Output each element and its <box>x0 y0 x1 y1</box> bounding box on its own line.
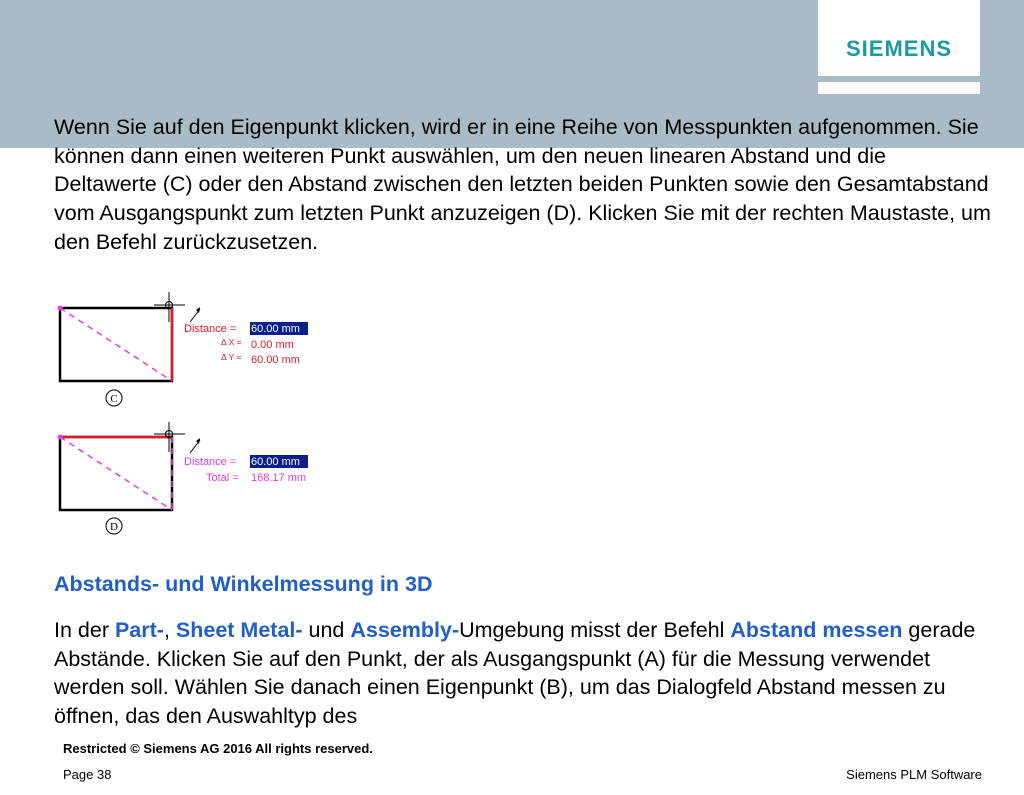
total-value-d: 168.17 mm <box>251 472 307 484</box>
siemens-logo <box>818 0 980 76</box>
section-heading: Abstands- und Winkelmessung in 3D <box>54 572 433 596</box>
figure-d <box>58 422 309 534</box>
page-number: Page 38 <box>63 767 112 782</box>
term-part: Part- <box>114 618 164 642</box>
company-name: Siemens PLM Software <box>846 767 982 782</box>
callout-d: D <box>110 521 118 533</box>
logo-text: SIEMENS <box>845 36 953 61</box>
dashed-diagonal-d <box>60 437 172 510</box>
dx-value-c: 0.00 mm <box>251 339 294 351</box>
body-paragraph <box>54 616 994 731</box>
distance-label-d: Distance = <box>184 456 237 468</box>
para-text-4: Umgebung misst der Befehl <box>459 618 731 642</box>
intro-paragraph: Wenn Sie auf den Eigenpunkt klicken, wird er in eine Reihe von Messpunkten aufgenommen. Sie können dann einen weiteren Punkt auswählen, um den neuen linearen Abstand und die Deltawerte (C) oder den Abstand zwischen den letzten beiden Punkten sowie den Gesamtabstand vom Ausgangspunkt zum letzten Punkt anzuzeigen (D). Klicken Sie mit der rechten Maustaste, um den Befehl zurückzusetzen. <box>54 115 991 254</box>
para-text-3: und <box>302 618 351 642</box>
dy-value-c: 60.00 mm <box>251 354 300 366</box>
figure-c <box>58 292 309 406</box>
dx-label-c: Δ X = <box>221 337 242 347</box>
term-assembly: Assembly- <box>350 618 460 642</box>
para-text-5: gerade Abstände. Klicken Sie auf den Punkt, der als Ausgangspunkt (A) für die Messung verwendet werden soll. Wählen Sie danach einen Eigenpunkt (B), um das Dialogfeld Abstand messen zu öffnen, das den Auswahltyp des <box>54 618 976 729</box>
para-text-1: In der <box>54 618 115 642</box>
term-sheet-metal: Sheet Metal- <box>175 618 303 642</box>
para-text-2: , <box>163 618 176 642</box>
dashed-diagonal-c <box>60 308 172 381</box>
distance-value-c: 60.00 mm <box>251 323 300 335</box>
start-point-c <box>58 306 63 311</box>
total-label-d: Total = <box>206 472 239 484</box>
distance-label-c: Distance = <box>184 323 237 335</box>
start-point-d <box>58 435 63 440</box>
logo-strip <box>818 82 980 94</box>
distance-value-d: 60.00 mm <box>251 456 300 468</box>
dy-label-c: Δ Y = <box>221 352 242 362</box>
callout-c: C <box>110 393 118 405</box>
measurement-figure <box>40 292 340 552</box>
restricted-notice: Restricted © Siemens AG 2016 All rights reserved. <box>63 741 373 756</box>
term-abstand-messen: Abstand messen <box>730 618 903 642</box>
